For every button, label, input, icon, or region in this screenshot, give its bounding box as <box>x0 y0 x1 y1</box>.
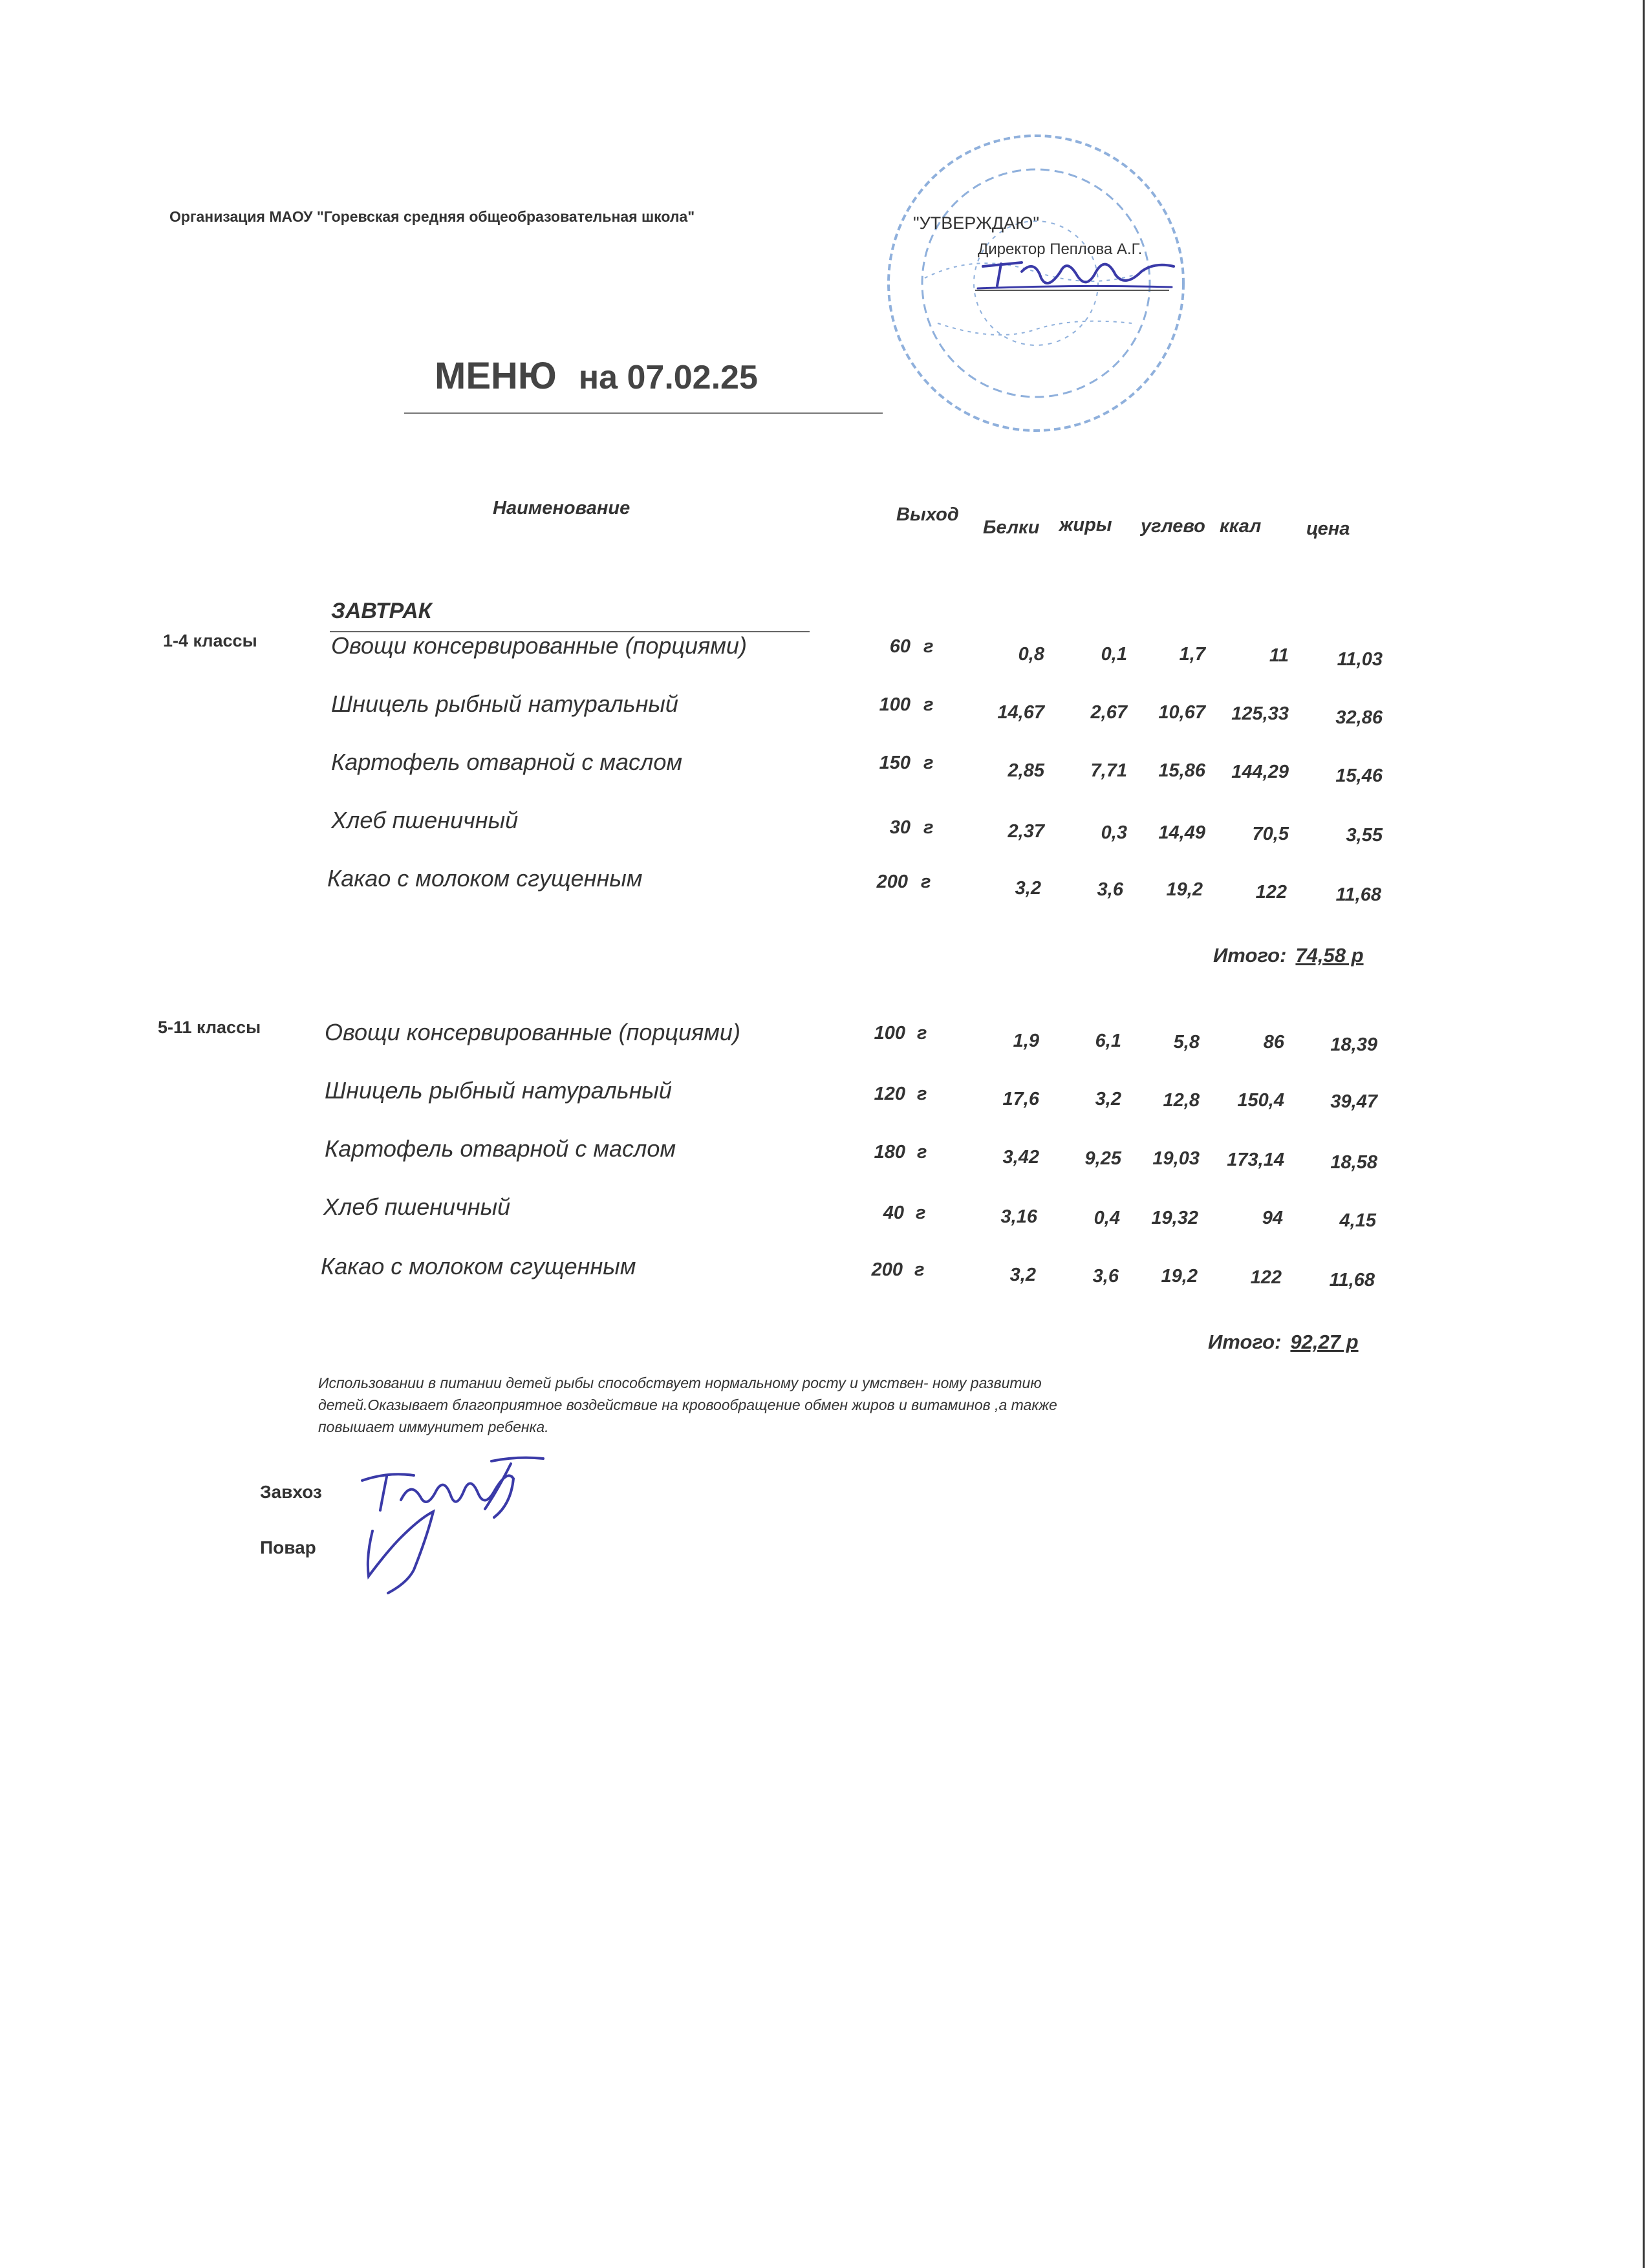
dish-fat: 0,1 <box>1101 644 1127 665</box>
table-row <box>0 865 1649 904</box>
dish-name: Хлеб пшеничный <box>323 1193 511 1220</box>
dish-protein: 3,16 <box>1000 1206 1037 1227</box>
dish-amount: 180 <box>874 1142 905 1162</box>
dish-name: Какао с молоком сгущенным <box>327 865 643 892</box>
dish-protein: 14,67 <box>997 702 1044 723</box>
dish-protein: 1,9 <box>1013 1031 1039 1051</box>
page-title <box>435 354 758 398</box>
storekeeper-label: Завхоз <box>260 1482 322 1502</box>
dish-protein: 3,2 <box>1009 1265 1036 1285</box>
dish-name: Какао с молоком сгущенным <box>321 1253 636 1279</box>
dish-unit: г <box>923 817 934 838</box>
cook-label: Повар <box>260 1537 316 1557</box>
dish-fat: 3,6 <box>1092 1266 1119 1287</box>
group-label: 5-11 классы <box>158 1018 261 1037</box>
dish-fat: 6,1 <box>1095 1031 1121 1051</box>
column-header-protein: Белки <box>983 517 1040 538</box>
column-header-carbs: углево <box>1141 516 1205 537</box>
dish-unit: г <box>923 636 934 657</box>
dish-price: 4,15 <box>1339 1210 1376 1231</box>
dish-unit: г <box>923 694 934 715</box>
column-header-name: Наименование <box>493 498 630 519</box>
dish-unit: г <box>923 753 934 773</box>
column-header-kcal: ккал <box>1220 516 1262 537</box>
dish-kcal: 122 <box>1250 1267 1282 1288</box>
dish-amount: 200 <box>871 1259 903 1280</box>
dish-amount: 100 <box>874 1023 905 1043</box>
dish-kcal: 173,14 <box>1227 1150 1284 1170</box>
dish-name: Шницель рыбный натуральный <box>325 1077 672 1104</box>
director-signature <box>978 262 1174 288</box>
column-header-price: цена <box>1306 519 1350 539</box>
group-total <box>1213 944 1364 967</box>
column-header-fat: жиры <box>1059 515 1112 535</box>
dish-carbs: 10,67 <box>1158 702 1205 723</box>
dish-amount: 30 <box>889 817 911 838</box>
dish-kcal: 70,5 <box>1252 824 1289 844</box>
dish-protein: 3,42 <box>1002 1147 1039 1168</box>
dish-carbs: 19,2 <box>1161 1266 1198 1287</box>
table-row <box>0 1253 1649 1292</box>
table-row <box>0 632 1649 671</box>
dish-protein: 0,8 <box>1018 644 1044 665</box>
dish-kcal: 150,4 <box>1237 1090 1284 1111</box>
dish-name: Картофель отварной с маслом <box>325 1135 676 1162</box>
menu-word: МЕНЮ <box>435 355 557 397</box>
table-row <box>0 1193 1649 1232</box>
dish-carbs: 15,86 <box>1158 760 1205 781</box>
dish-amount: 100 <box>879 694 911 715</box>
director-signature-line <box>975 290 1169 291</box>
dish-unit: г <box>917 1084 927 1104</box>
dish-unit: г <box>917 1142 927 1162</box>
dish-unit: г <box>914 1259 925 1280</box>
dish-carbs: 19,2 <box>1166 879 1203 900</box>
dish-name: Овощи консервированные (порциями) <box>331 632 747 659</box>
dish-protein: 2,85 <box>1008 760 1044 781</box>
dish-price: 3,55 <box>1346 825 1383 846</box>
dish-unit: г <box>921 872 931 892</box>
table-row <box>0 1077 1649 1116</box>
dish-kcal: 125,33 <box>1231 703 1289 724</box>
dish-amount: 60 <box>889 636 911 657</box>
total-value: 92,27 р <box>1290 1331 1359 1353</box>
dish-fat: 0,4 <box>1094 1208 1120 1228</box>
dish-amount: 200 <box>876 872 908 892</box>
dish-price: 15,46 <box>1335 765 1383 786</box>
dish-protein: 3,2 <box>1015 878 1041 899</box>
table-row <box>0 1135 1649 1174</box>
total-label: Итого: <box>1208 1331 1282 1353</box>
dish-price: 39,47 <box>1330 1091 1377 1112</box>
storekeeper-signature <box>362 1458 543 1517</box>
dish-protein: 17,6 <box>1002 1089 1039 1109</box>
dish-fat: 0,3 <box>1101 822 1127 843</box>
approval-heading: "УТВЕРЖДАЮ" <box>913 213 1040 233</box>
dish-unit: г <box>917 1023 927 1043</box>
dish-kcal: 11 <box>1269 645 1289 666</box>
nutrition-note: Использовании в питании детей рыбы способствует нормальному росту и умствен- ному развитию детей.Оказывает благоприятное воздействие на кровообращение обмен жиров и витаминов ,а также повышает иммунитет ребенка. <box>318 1375 1057 1435</box>
dish-name: Шницель рыбный натуральный <box>331 690 678 717</box>
dish-amount: 40 <box>883 1203 904 1223</box>
title-underline <box>404 412 883 414</box>
table-row <box>0 749 1649 787</box>
dish-fat: 7,71 <box>1090 760 1127 781</box>
dish-fat: 2,67 <box>1090 702 1127 723</box>
dish-unit: г <box>916 1203 926 1223</box>
menu-date: на 07.02.25 <box>578 359 758 396</box>
dish-kcal: 86 <box>1263 1032 1284 1053</box>
dish-fat: 9,25 <box>1084 1148 1121 1169</box>
group-label: 1-4 классы <box>163 631 257 650</box>
dish-amount: 120 <box>874 1084 905 1104</box>
table-row <box>0 1019 1649 1058</box>
dish-amount: 150 <box>879 753 911 773</box>
dish-name: Овощи консервированные (порциями) <box>325 1019 740 1045</box>
dish-price: 11,68 <box>1329 1270 1375 1290</box>
organization-name: Организация МАОУ "Горевская средняя общеобразовательная школа" <box>169 208 695 225</box>
dish-kcal: 122 <box>1255 882 1287 903</box>
dish-name: Хлеб пшеничный <box>331 807 519 833</box>
dish-kcal: 144,29 <box>1231 762 1289 782</box>
table-row <box>0 807 1649 846</box>
total-label: Итого: <box>1213 944 1287 967</box>
dish-name: Картофель отварной с маслом <box>331 749 683 775</box>
dish-price: 18,58 <box>1330 1152 1377 1173</box>
total-value: 74,58 р <box>1295 944 1364 967</box>
dish-price: 18,39 <box>1330 1034 1377 1055</box>
column-header-output: Выход <box>896 504 959 525</box>
dish-carbs: 5,8 <box>1173 1032 1200 1053</box>
dish-carbs: 19,32 <box>1151 1208 1198 1228</box>
dish-carbs: 12,8 <box>1163 1090 1200 1111</box>
dish-carbs: 19,03 <box>1152 1148 1200 1169</box>
dish-fat: 3,2 <box>1095 1089 1121 1109</box>
meal-title: ЗАВТРАК <box>331 599 432 623</box>
dish-price: 11,68 <box>1335 884 1381 905</box>
dish-carbs: 14,49 <box>1158 822 1205 843</box>
table-row <box>0 690 1649 729</box>
dish-price: 32,86 <box>1335 707 1383 728</box>
dish-price: 11,03 <box>1337 649 1383 670</box>
dish-carbs: 1,7 <box>1179 644 1205 665</box>
dish-kcal: 94 <box>1262 1208 1283 1228</box>
cook-signature <box>368 1512 433 1593</box>
dish-fat: 3,6 <box>1097 879 1123 900</box>
director-name: Директор Пеплова А.Г. <box>978 241 1143 258</box>
official-stamp <box>889 136 1183 431</box>
group-total <box>1208 1331 1359 1354</box>
dish-protein: 2,37 <box>1008 821 1044 842</box>
